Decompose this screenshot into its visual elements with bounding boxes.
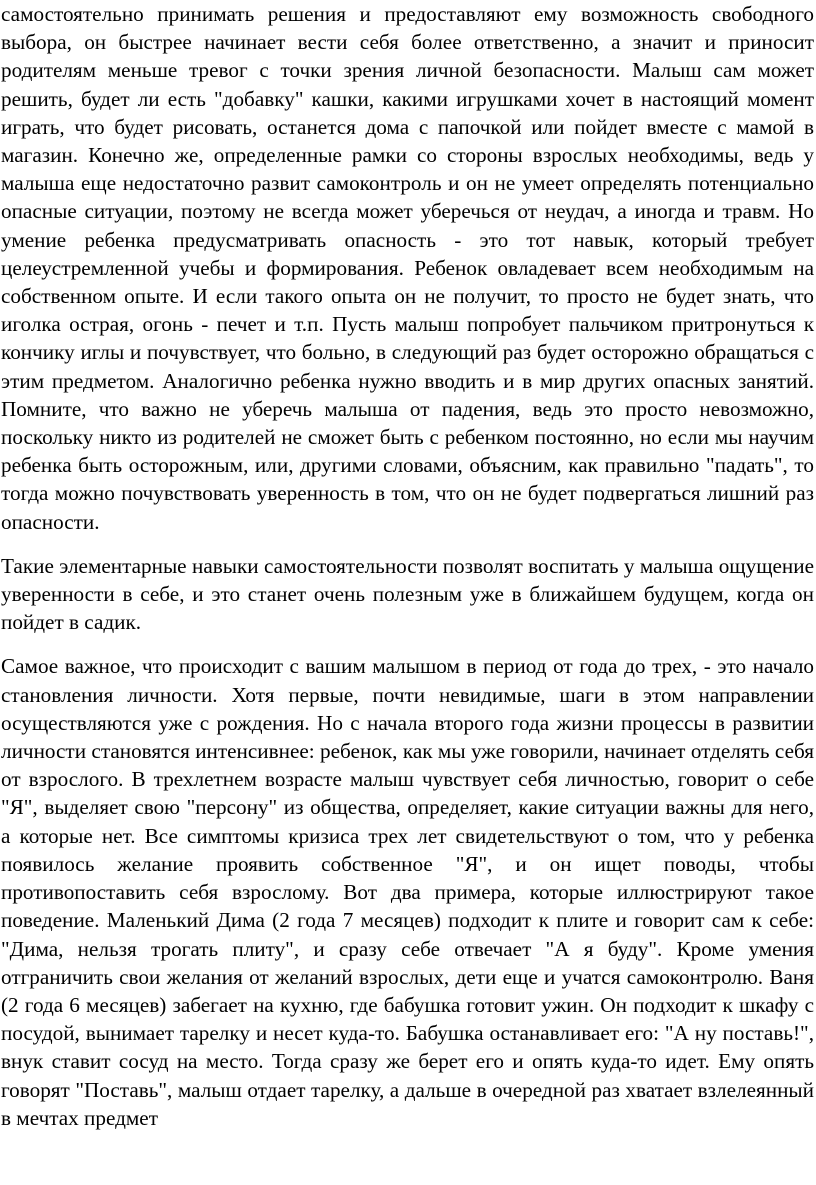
paragraph-1: самостоятельно принимать решения и предоставляют ему возможность свободного выбора, он быстрее начинает вести себя более ответственно, а значит и приносит родителям меньше тревог с точки зрения личной безопасности. Малыш сам может решить, будет ли есть "добавку" кашки, какими игрушками хочет в настоящий момент играть, что будет рисовать, останется дома с папочкой или пойдет вместе с мамой в магазин. Конечно же, определенные рамки со стороны взрослых необходимы, ведь у малыша еще недостаточно развит самоконтроль и он не умеет определять потенциально опасные ситуации, поэтому не всегда может уберечься от неудач, а иногда и травм. Но умение ребенка предусматривать опасность - это тот навык, который требует целеустремленной учебы и формирования. Ребенок овладевает всем необходимым на собственном опыте. И если такого опыта он не получит, то просто не будет знать, что иголка острая, огонь - печет и т.п. Пусть малыш попробует пальчиком притронуться к кончику иглы и почувствует, что больно, в следующий раз будет осторожно обращаться с этим предметом. Аналогично ребенка нужно вводить и в мир других опасных занятий. Помните, что важно не уберечь малыша от падения, ведь это просто невозможно, поскольку никто из родителей не сможет быть с ребенком постоянно, но если мы научим ребенка быть осторожным, или, другими словами, объясним, как правильно "падать", то тогда можно почувствовать уверенность в том, что он не будет подвергаться лишний раз опасности.	[1, 2, 814, 534]
paragraph-3: Самое важное, что происходит с вашим малышом в период от года до трех, - это начало становления личности. Хотя первые, почти невидимые, шаги в этом направлении осуществляются уже с рождения. Но с начала второго года жизни процессы в развитии личности становятся интенсивнее: ребенок, как мы уже говорили, начинает отделять себя от взрослого. В трехлетнем возрасте малыш чувствует себя личностью, говорит о себе "Я", выделяет свою "персону" из общества, определяет, какие ситуации важны для него, а которые нет. Все симптомы кризиса трех лет свидетельствуют о том, что у ребенка появилось желание проявить собственное "Я", и он ищет поводы, чтобы противопоставить себя взрослому. Вот два примера, которые иллюстрируют такое поведение. Маленький Дима (2 года 7 месяцев) подходит к плите и говорит сам к себе: "Дима, нельзя трогать плиту", и сразу себе отвечает "А я буду". Кроме умения отграничить свои желания от желаний взрослых, дети еще и учатся самоконтролю. Ваня (2 года 6 месяцев) забегает на кухню, где бабушка готовит ужин. Он подходит к шкафу с посудой, вынимает тарелку и несет куда-то. Бабушка останавливает его: "А ну поставь!", внук ставит сосуд на место. Тогда сразу же берет его и опять куда-то идет. Ему опять говорят "Поставь", малыш отдает тарелку, а дальше в очередной раз хватает взлелеянный в мечтах предмет	[1, 654, 814, 1130]
paragraph-2: Такие элементарные навыки самостоятельности позволят воспитать у малыша ощущение уверенности в себе, и это станет очень полезным уже в ближайшем будущем, когда он пойдет в садик.	[1, 553, 814, 635]
